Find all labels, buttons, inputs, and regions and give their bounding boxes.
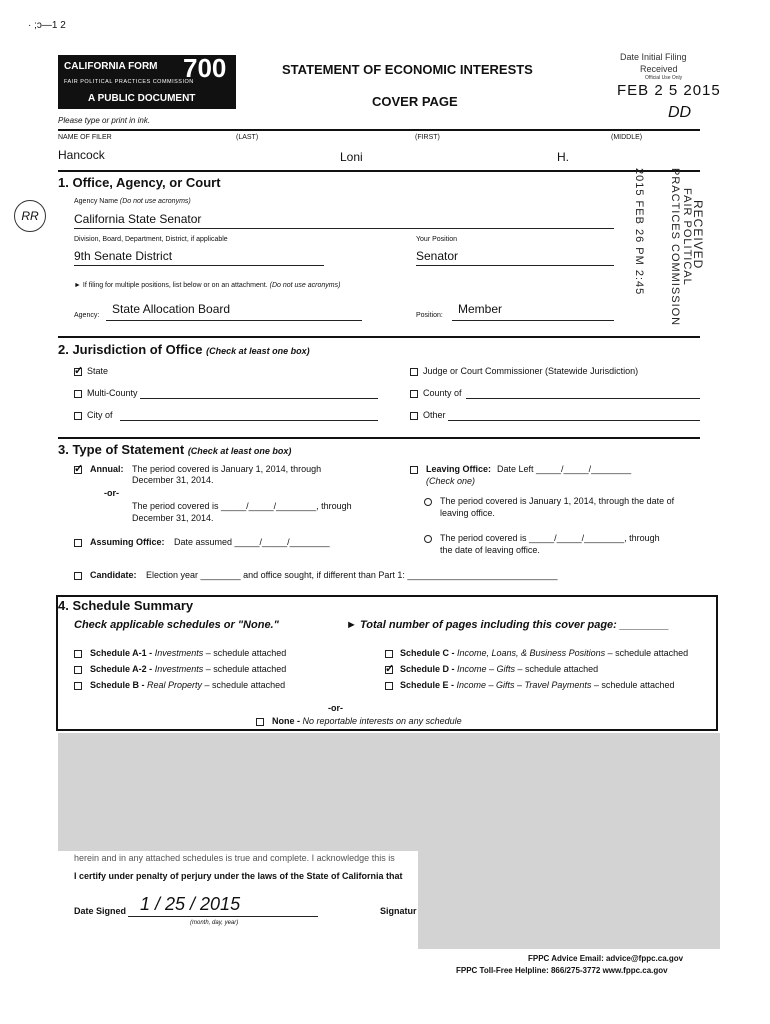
verification-partial-line: herein and in any attached schedules is true and complete. I acknowledge this is [74,853,395,863]
candidate-label: Candidate: [90,570,137,580]
received-stamp-line-3: PRACTICES COMMISSION [669,168,681,327]
position-2-value[interactable]: Member [458,302,503,316]
position-value[interactable]: Senator [416,249,459,263]
form-title: STATEMENT OF ECONOMIC INTERESTS [282,62,533,77]
check-one-note: (Check one) [426,476,476,486]
candidate-text: Election year ________ and office sought, if different than Part 1: ______________________________ [146,570,558,580]
schedule-d-label: Schedule D - Income – Gifts – schedule attached [400,664,599,674]
agency-2-value[interactable]: State Allocation Board [112,302,231,316]
leaving-option-2-text-b: the date of leaving office. [440,545,540,555]
form-subtitle: COVER PAGE [372,94,458,109]
your-position-label: Your Position [416,236,457,243]
schedule-e-label: Schedule E - Income – Gifts – Travel Payments – schedule attached [400,680,675,690]
middle-name-label: (MIDDLE) [611,134,643,141]
signature-label: Signatur [380,906,417,916]
leaving-option-1-radio[interactable] [424,498,432,506]
corner-mark: · ;ᴐ—1 2 [28,20,66,31]
form-700-badge [58,55,236,109]
county-checkbox[interactable] [410,390,418,398]
total-pages-text: ► Total number of pages including this cover page: ________ [346,619,669,631]
schedule-b-label: Schedule B - Real Property – schedule attached [90,680,286,690]
none-checkbox[interactable] [256,718,264,726]
date-format-hint: (month, day, year) [190,920,239,926]
filer-middle-initial[interactable]: H. [557,150,569,164]
received-line-3: Official Use Only [645,75,683,81]
position-2-label: Position: [416,312,443,319]
schedule-or: -or- [328,703,343,713]
received-date: FEB 2 5 2015 [617,82,721,99]
received-stamp-line-2: FAIR POLITICAL [681,188,693,286]
section-1-heading: 1. Office, Agency, or Court [58,175,221,190]
print-note: Please type or print in ink. [58,116,151,125]
schedule-a1-label: Schedule A-1 - Investments – schedule attached [90,648,287,658]
agency-name-label: Agency Name (Do not use acronyms) [74,198,191,205]
state-checkbox[interactable] [74,368,82,376]
leaving-option-1-text-b: leaving office. [440,508,495,518]
annual-text-2: December 31, 2014. [132,475,214,485]
leaving-option-1-text-a: The period covered is January 1, 2014, through the date of [440,496,675,506]
county-of-label: County of [423,388,462,398]
leaving-label: Leaving Office: [426,464,492,474]
none-label: None - No reportable interests on any schedule [272,716,462,726]
annual-label: Annual: [90,464,124,474]
public-document-label: A PUBLIC DOCUMENT [88,93,196,104]
received-stamp-line-1: RECEIVED [691,200,705,270]
agency-name-value[interactable]: California State Senator [74,212,202,226]
other-label: Other [423,410,446,420]
multiple-positions-note: ► If filing for multiple positions, list below or on an attachment. (Do not use acronyms) [74,282,341,289]
section-3-heading: 3. Type of Statement (Check at least one box) [58,442,292,457]
period-text-1: The period covered is _____/_____/________, through [132,501,352,511]
judge-checkbox[interactable] [410,368,418,376]
annual-checkbox[interactable] [74,466,82,474]
schedule-c-checkbox[interactable] [385,650,393,658]
certify-text: I certify under penalty of perjury under the laws of the State of California that [74,871,403,881]
period-text-2: December 31, 2014. [132,513,214,523]
leaving-option-2-text-a: The period covered is _____/_____/________, through [440,533,660,543]
name-of-filer-label: NAME OF FILER [58,134,112,141]
section-2-heading: 2. Jurisdiction of Office (Check at least one box) [58,342,310,357]
assuming-label: Assuming Office: [90,537,165,547]
candidate-checkbox[interactable] [74,572,82,580]
filer-first-name[interactable]: Loni [340,150,363,164]
schedule-a1-checkbox[interactable] [74,650,82,658]
redacted-area-signature [418,851,720,949]
filer-last-name[interactable]: Hancock [58,148,105,162]
multi-county-label: Multi-County [87,388,138,398]
last-name-label: (LAST) [236,134,259,141]
city-of-label: City of [87,410,113,420]
annual-or: -or- [104,488,119,498]
received-initials: DD [668,104,692,121]
schedule-a2-label: Schedule A-2 - Investments – schedule attached [90,664,287,674]
multi-county-checkbox[interactable] [74,390,82,398]
judge-label: Judge or Court Commissioner (Statewide Jurisdiction) [423,366,639,376]
received-line-2: Received [640,64,678,74]
schedule-b-checkbox[interactable] [74,682,82,690]
assuming-checkbox[interactable] [74,539,82,547]
form-name: CALIFORNIA FORM [64,61,158,72]
schedule-d-checkbox[interactable] [385,666,393,674]
assuming-text: Date assumed _____/_____/________ [174,537,330,547]
redacted-area-top [58,733,720,851]
fppc-helpline: FPPC Toll-Free Helpline: 866/275-3772 www.fppc.ca.gov [456,966,668,975]
margin-rr-mark: RR [14,200,46,232]
schedule-e-checkbox[interactable] [385,682,393,690]
state-label: State [87,366,109,376]
commission-name: FAIR POLITICAL PRACTICES COMMISSION [64,79,194,85]
leaving-checkbox[interactable] [410,466,418,474]
schedule-c-label: Schedule C - Income, Loans, & Business Positions – schedule attached [400,648,689,658]
fppc-advice-email: FPPC Advice Email: advice@fppc.ca.gov [528,954,684,963]
other-checkbox[interactable] [410,412,418,420]
check-schedules-text: Check applicable schedules or "None." [74,619,279,631]
date-signed-value[interactable]: 1 / 25 / 2015 [140,894,241,914]
schedule-a2-checkbox[interactable] [74,666,82,674]
city-checkbox[interactable] [74,412,82,420]
leaving-text: Date Left _____/_____/________ [497,464,632,474]
date-signed-label: Date Signed [74,906,127,916]
first-name-label: (FIRST) [415,134,440,141]
agency-label: Agency: [74,312,100,319]
leaving-option-2-radio[interactable] [424,535,432,543]
division-label: Division, Board, Department, District, if applicable [74,236,228,243]
received-stamp-date: 2015 FEB 26 PM 2:45 [633,168,645,296]
section-4-heading: 4. Schedule Summary [58,598,194,613]
received-line-1: Date Initial Filing [620,52,687,62]
form-number: 700 [183,53,227,83]
annual-text-1: The period covered is January 1, 2014, through [132,464,322,474]
division-value[interactable]: 9th Senate District [74,249,173,263]
